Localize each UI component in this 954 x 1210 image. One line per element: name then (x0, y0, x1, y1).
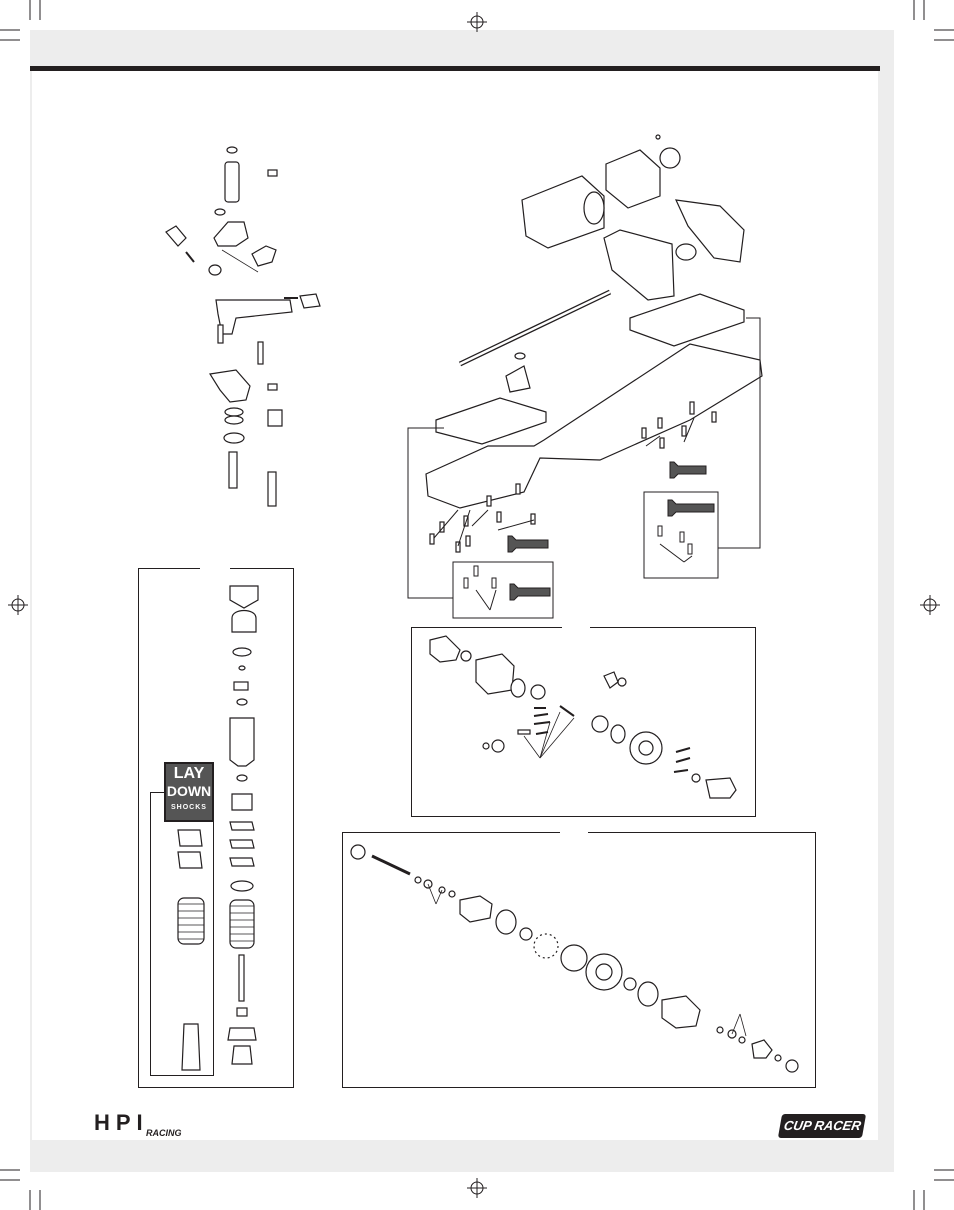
rear-diff-hub-left (460, 896, 492, 922)
hpi-logo-sub: RACING (146, 1128, 182, 1138)
rear-diff-bearing-right (624, 978, 636, 990)
rear-diff-plate-right (638, 982, 658, 1006)
rear-diff-washer-1 (415, 877, 421, 883)
rear-diff-plate-left (496, 910, 516, 934)
hpi-racing-logo (94, 1112, 190, 1138)
rear-diff-gear-left (561, 945, 587, 971)
rear-diff-oring-left (351, 845, 365, 859)
rear-diff-shaft (372, 856, 410, 874)
rear-diff-bearing-left (520, 928, 532, 940)
rear-diff-washer-5 (717, 1027, 723, 1033)
rear-diff-hub-right (662, 996, 700, 1028)
rear-diff-balls (534, 934, 558, 958)
cup-racer-text: CUP RACER (782, 1118, 863, 1133)
rear-diff-ring-inner (596, 964, 612, 980)
rear-diff-outdrive (752, 1040, 772, 1058)
cup-racer-logo (778, 1114, 866, 1138)
lay-down-line2: DOWN (166, 783, 212, 799)
rear-diff-oring-right (786, 1060, 798, 1072)
hpi-logo-main: HPI (94, 1110, 149, 1135)
lay-down-line1: LAY (173, 765, 205, 782)
lay-down-line3: SHOCKS (171, 804, 207, 811)
rear-diff-washer-7 (739, 1037, 745, 1043)
rear-diff-washer-4 (449, 891, 455, 897)
rear-diff-small-washer (775, 1055, 781, 1061)
